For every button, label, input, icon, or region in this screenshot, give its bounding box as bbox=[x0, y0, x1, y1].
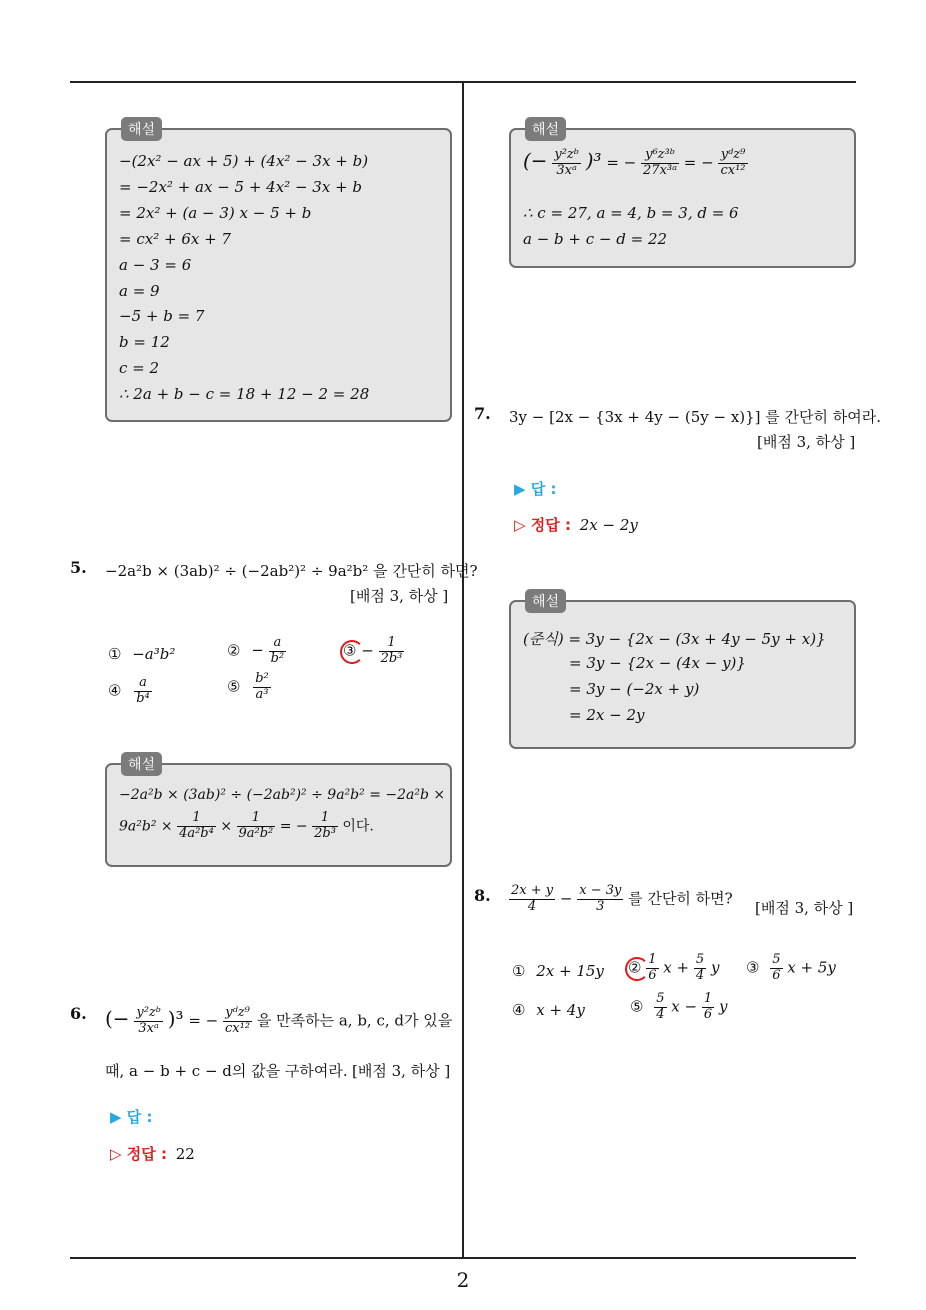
denominator: 2b³ bbox=[380, 650, 403, 666]
numerator: y²zᵇ bbox=[554, 147, 579, 162]
expression-part: 9a²b² × bbox=[119, 818, 173, 835]
fraction bbox=[509, 884, 555, 915]
denominator: 6 bbox=[772, 967, 781, 983]
question-meta: [배점 3, 하상 ] bbox=[352, 1062, 451, 1080]
question-text: −2a²b × (3ab)² ÷ (−2ab²)² ÷ 9a²b² 을 간단히 하면? bbox=[105, 562, 478, 580]
question-meta: [배점 3, 하상 ] bbox=[350, 587, 449, 605]
numerator: yᵈz⁹ bbox=[718, 148, 747, 164]
choice-2[interactable] bbox=[628, 953, 719, 984]
answer-final bbox=[110, 1143, 195, 1164]
equals-minus: = − bbox=[606, 153, 637, 172]
choice-label: ① bbox=[512, 962, 526, 980]
denominator: cx¹² bbox=[720, 162, 746, 178]
solution-line: −5 + b = 7 bbox=[119, 307, 205, 325]
numerator: 5 bbox=[772, 952, 781, 967]
numerator: x − 3y bbox=[579, 883, 622, 898]
fraction bbox=[718, 148, 747, 179]
numerator: 1 bbox=[648, 952, 657, 967]
solution-line: = 3y − (−2x + y) bbox=[569, 680, 700, 698]
choice-2[interactable] bbox=[227, 636, 286, 667]
fraction bbox=[770, 953, 782, 984]
denominator: b² bbox=[270, 650, 285, 666]
choice-3[interactable] bbox=[746, 953, 836, 984]
denominator: a³ bbox=[255, 686, 269, 702]
q4-solution-box bbox=[105, 122, 452, 422]
fraction bbox=[237, 811, 276, 842]
solution-line: = −2x² + ax − 5 + 4x² − 3x + b bbox=[119, 178, 363, 196]
solution-line: = 3y − {2x − (4x − y)} bbox=[569, 654, 746, 672]
choice-value-mid: x + bbox=[663, 958, 690, 977]
solution-line: a − b + c − d = 22 bbox=[523, 230, 668, 248]
solution-tag: 해설 bbox=[525, 117, 566, 141]
times-sign: × bbox=[220, 818, 233, 835]
denominator: 2b³ bbox=[314, 825, 336, 841]
choice-value-end: y bbox=[718, 997, 728, 1016]
denominator: 4a²b⁴ bbox=[179, 825, 214, 841]
solution-line: = 2x² + (a − 3) x − 5 + b bbox=[119, 204, 312, 222]
denominator: 27x³ᵃ bbox=[643, 162, 677, 178]
fraction bbox=[223, 1006, 252, 1037]
choice-label: ① bbox=[108, 645, 122, 663]
numerator: y²zᵇ bbox=[136, 1005, 161, 1020]
choice-label: ④ bbox=[108, 681, 122, 700]
denominator: 3 bbox=[596, 898, 605, 914]
numerator: 1 bbox=[237, 811, 276, 827]
solution-line: = 2x − 2y bbox=[569, 706, 645, 724]
choice-label: ⑤ bbox=[227, 677, 241, 696]
fraction bbox=[552, 148, 581, 179]
numerator: a bbox=[134, 676, 152, 692]
q5-solution-box bbox=[105, 757, 452, 867]
numerator: a bbox=[269, 636, 287, 652]
numerator: 5 bbox=[695, 952, 705, 967]
solution-line: −(2x² − ax + 5) + (4x² − 3x + b) bbox=[119, 152, 369, 170]
solution-line: −2a²b × (3ab)² ÷ (−2ab²)² ÷ 9a²b² = −2a²b × bbox=[119, 787, 446, 803]
fraction bbox=[134, 1006, 163, 1037]
solution-line: ∴ c = 27, a = 4, b = 3, d = 6 bbox=[523, 204, 739, 222]
minus-sign: − bbox=[559, 889, 573, 908]
numerator: 1 bbox=[312, 811, 338, 827]
solution-tag: 해설 bbox=[525, 589, 566, 613]
choice-5[interactable] bbox=[227, 672, 271, 703]
denominator: 9a²b² bbox=[238, 825, 274, 841]
numerator: 1 bbox=[379, 636, 405, 652]
answer-blank[interactable]: ▶ 답 : bbox=[110, 1108, 153, 1126]
denominator: 4 bbox=[527, 898, 537, 914]
denominator: b⁴ bbox=[136, 690, 150, 706]
question-number: 8. bbox=[474, 886, 491, 905]
q6-solution-box bbox=[509, 122, 856, 268]
denominator: cx¹² bbox=[225, 1020, 251, 1036]
question-number: 7. bbox=[474, 404, 491, 423]
question-text-tail: 을 만족하는 a, b, c, d가 있을 bbox=[256, 1011, 453, 1030]
choice-1[interactable] bbox=[512, 962, 604, 980]
fraction bbox=[641, 148, 679, 179]
equals-minus: = − bbox=[683, 153, 714, 172]
answer-blank[interactable]: ▶ 답 : bbox=[514, 480, 557, 498]
column-divider bbox=[462, 83, 464, 1257]
choice-value: 2x + 15y bbox=[536, 962, 604, 980]
denominator: 3xᵃ bbox=[556, 162, 577, 178]
choice-value-end: x + 5y bbox=[787, 958, 836, 977]
question-number: 6. bbox=[70, 1004, 87, 1023]
fraction bbox=[269, 636, 287, 667]
solution-line: (준식) = 3y − {2x − (3x + 4y − 5y + x)} bbox=[523, 630, 826, 648]
answer-label: ▷ 정답 : bbox=[110, 1145, 167, 1163]
numerator: 5 bbox=[656, 991, 665, 1006]
equals-minus: = − bbox=[188, 1011, 219, 1030]
solution-line bbox=[119, 811, 374, 842]
bottom-rule bbox=[70, 1257, 856, 1259]
choice-label: ④ bbox=[512, 1001, 526, 1019]
fraction bbox=[654, 992, 666, 1023]
choice-5[interactable] bbox=[630, 992, 727, 1023]
numerator: 1 bbox=[703, 991, 713, 1006]
equals-minus: = − bbox=[279, 818, 308, 835]
solution-line: c = 2 bbox=[119, 359, 160, 377]
choice-label: ⑤ bbox=[630, 997, 644, 1016]
paren-open: (− bbox=[523, 148, 548, 173]
fraction bbox=[577, 884, 623, 915]
question-number: 5. bbox=[70, 558, 87, 577]
fraction bbox=[646, 953, 658, 984]
fraction bbox=[312, 811, 338, 842]
choice-value-mid: x − bbox=[671, 997, 698, 1016]
answer-value: 22 bbox=[175, 1145, 195, 1163]
question-meta: [배점 3, 하상 ] bbox=[757, 433, 856, 451]
answer-final bbox=[514, 514, 638, 535]
choice-value: x + 4y bbox=[536, 1001, 585, 1019]
denominator: 4 bbox=[656, 1006, 665, 1022]
choice-label: ③ bbox=[746, 958, 760, 977]
fraction bbox=[702, 992, 714, 1023]
question-text-line2: 때, a − b + c − d의 값을 구하여라. bbox=[105, 1062, 348, 1080]
denominator: 6 bbox=[648, 967, 657, 983]
solution-tag: 해설 bbox=[121, 117, 162, 141]
paren-close: )³ bbox=[585, 148, 602, 173]
solution-line: = cx² + 6x + 7 bbox=[119, 230, 231, 248]
solution-line: b = 12 bbox=[119, 333, 170, 351]
choice-1[interactable] bbox=[108, 645, 175, 663]
denominator: 6 bbox=[703, 1006, 713, 1022]
choice-label: ③ bbox=[343, 641, 357, 660]
paren-close: )³ bbox=[167, 1006, 184, 1031]
choice-4[interactable] bbox=[108, 676, 152, 707]
solution-line bbox=[523, 148, 748, 179]
question-text: 3y − [2x − {3x + 4y − (5y − x)}] 를 간단히 하여라. bbox=[509, 408, 882, 426]
choice-4[interactable] bbox=[512, 1001, 585, 1019]
numerator: b² bbox=[255, 671, 269, 686]
choice-value: −a³b² bbox=[132, 645, 176, 663]
fraction bbox=[694, 953, 706, 984]
fraction bbox=[177, 811, 216, 842]
denominator: 4 bbox=[695, 967, 705, 983]
fraction bbox=[253, 672, 271, 703]
fraction bbox=[379, 636, 405, 667]
numerator: 1 bbox=[177, 811, 216, 827]
solution-line: a = 9 bbox=[119, 282, 160, 300]
q7-solution-box bbox=[509, 594, 856, 749]
closing-text: 이다. bbox=[342, 818, 374, 835]
answer-value: 2x − 2y bbox=[579, 516, 638, 534]
question-text-tail: 를 간단히 하면? bbox=[628, 889, 733, 908]
numerator: 2x + y bbox=[511, 883, 554, 898]
denominator: 3xᵃ bbox=[138, 1020, 159, 1036]
minus-sign: − bbox=[361, 641, 374, 660]
choice-value-end: y bbox=[710, 958, 720, 977]
numerator: y⁶z³ᵇ bbox=[641, 148, 679, 164]
question-text bbox=[509, 884, 733, 915]
answer-label: ▷ 정답 : bbox=[514, 516, 571, 534]
paren-open: (− bbox=[105, 1006, 130, 1031]
fraction bbox=[134, 676, 152, 707]
solution-line: a − 3 = 6 bbox=[119, 256, 192, 274]
question-meta: [배점 3, 하상 ] bbox=[755, 899, 854, 917]
solution-line: ∴ 2a + b − c = 18 + 12 − 2 = 28 bbox=[119, 385, 370, 403]
choice-3[interactable] bbox=[343, 636, 404, 667]
solution-tag: 해설 bbox=[121, 752, 162, 776]
choice-label: ② bbox=[227, 641, 241, 660]
minus-sign: − bbox=[251, 641, 264, 660]
page-number: 2 bbox=[456, 1268, 470, 1292]
choice-label: ② bbox=[628, 958, 642, 977]
numerator: yᵈz⁹ bbox=[223, 1006, 252, 1022]
question-text bbox=[105, 1006, 452, 1037]
